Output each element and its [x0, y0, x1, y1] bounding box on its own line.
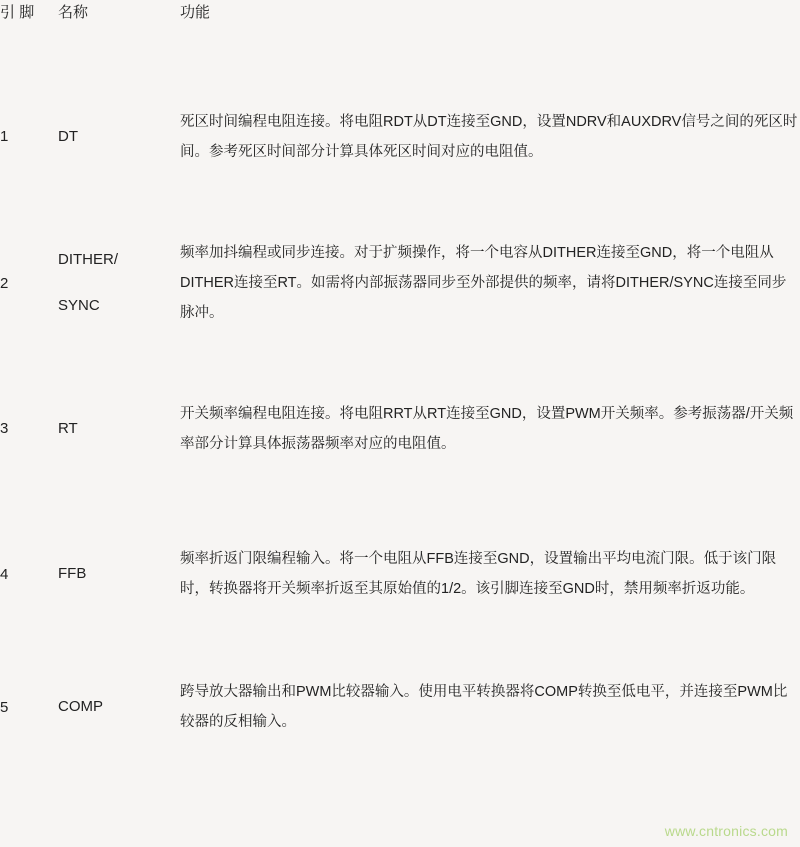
cell-pin-function: 死区时间编程电阻连接。将电阻RDT从DT连接至GND，设置NDRV和AUXDRV信号之间的死区时间。参考死区时间部分计算具体死区时间对应的电阻值。: [180, 113, 798, 160]
cell-pin-name: [58, 209, 180, 357]
cell-pin-name-line1: DT: [58, 127, 78, 145]
table-row: [0, 64, 800, 209]
cell-pin-function: 跨导放大器输出和PWM比较器输入。使用电平转换器将COMP转换至低电平，并连接至PWM比较器的反相输入。: [180, 684, 788, 730]
column-header-pin-line1: 引: [0, 4, 16, 21]
cell-pin-number: 4: [0, 565, 9, 583]
column-header-pin: [0, 0, 58, 26]
cell-pin-name: [58, 64, 180, 209]
spacer-cell-function: [180, 26, 800, 64]
cell-pin-function: 频率加抖编程或同步连接。对于扩频操作，将一个电容从DITHER连接至GND，将一个电阻从DITHER连接至RT。如需将内部振荡器同步至外部提供的频率，请将DITHER/SYNC连接至同步脉冲。: [180, 245, 787, 321]
cell-pin-name: [58, 357, 180, 500]
table-row: [0, 357, 800, 500]
cell-pin-name: [58, 500, 180, 648]
cell-pin-number: 1: [0, 128, 9, 145]
cell-pin-name-line1: FFB: [58, 565, 87, 582]
cell-pin-name-line1: RT: [58, 419, 78, 437]
cell-pin-number: 3: [0, 420, 9, 437]
spacer-cell-pin: [0, 26, 58, 64]
spacer-cell-name: [58, 26, 180, 64]
site-watermark: www.cntronics.com: [664, 823, 788, 839]
cell-pin-name-line1: DITHER/: [58, 251, 118, 268]
column-header-pin-line2: 脚: [19, 4, 35, 21]
cell-pin-name-line2: SYNC: [58, 297, 100, 314]
cell-pin-name: [58, 648, 180, 766]
column-header-name: 名称: [58, 4, 89, 21]
cell-pin-function: 开关频率编程电阻连接。将电阻RRT从RT连接至GND，设置PWM开关频率。参考振荡器/开关频率部分计算具体振荡器频率对应的电阻值。: [180, 405, 794, 452]
cell-pin-number: 5: [0, 698, 9, 716]
spacer-row: [0, 26, 800, 64]
cell-pin-number: 2: [0, 274, 9, 292]
cell-pin-function: 频率折返门限编程输入。将一个电阻从FFB连接至GND，设置输出平均电流门限。低于该门限时，转换器将开关频率折返至其原始值的1/2。该引脚连接至GND时，禁用频率折返功能。: [180, 551, 777, 597]
table-row: [0, 209, 800, 357]
cell-pin-name-line1: COMP: [58, 698, 103, 715]
table-row: [0, 648, 800, 766]
column-header-function: 功能: [180, 4, 211, 21]
table-header-row: [0, 0, 800, 26]
table-row: [0, 500, 800, 648]
